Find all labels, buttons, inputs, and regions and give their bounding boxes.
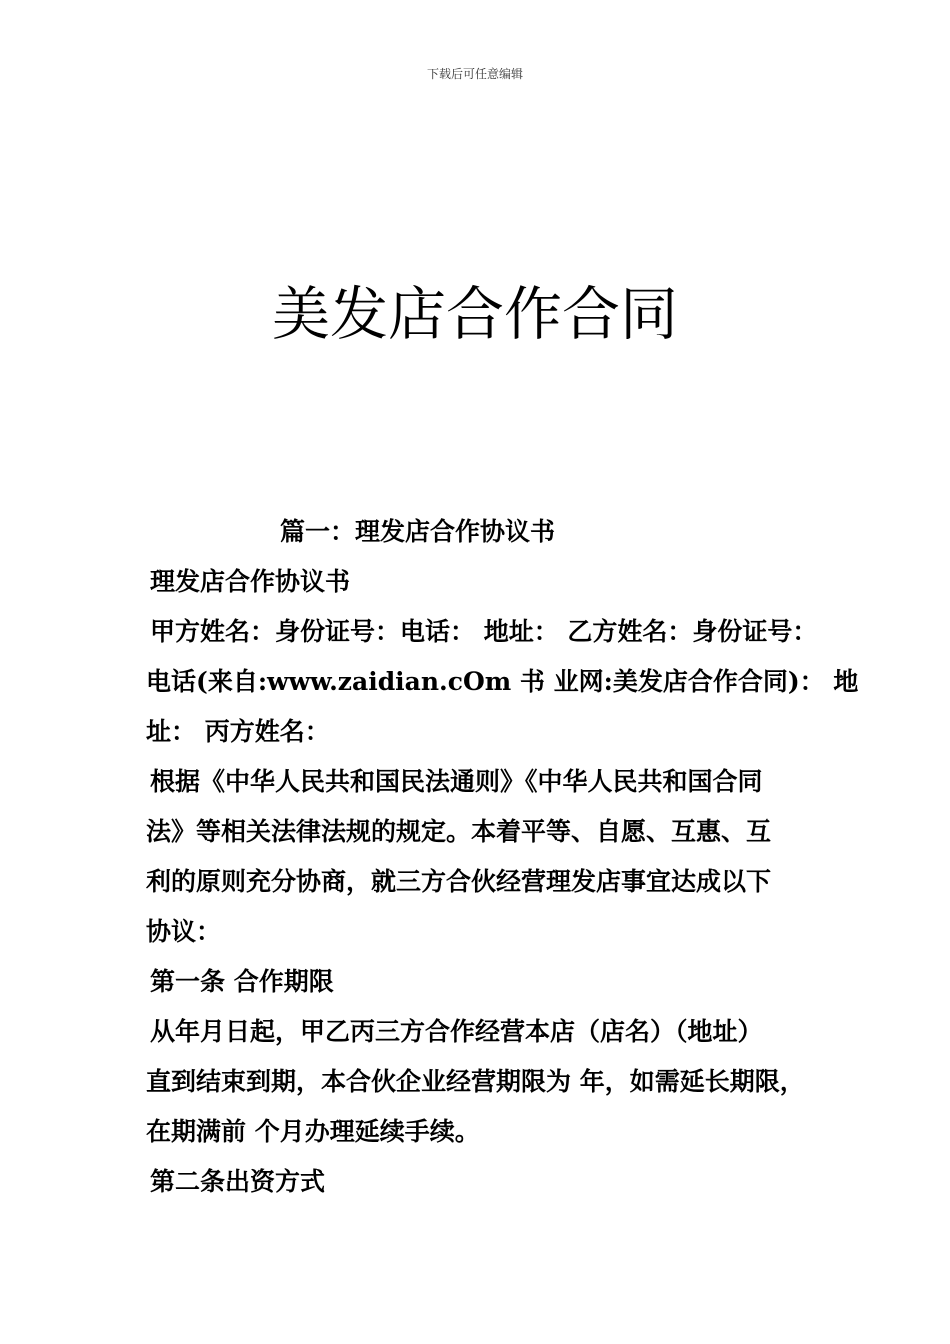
document-title: 美发店合作合同 — [271, 280, 678, 348]
paragraph-line: 根据《中华人民共和国民法通则》《中华人民共和国合同 — [150, 767, 763, 796]
article-heading: 第一条 合作期限 — [150, 967, 334, 996]
paragraph-line: 法》等相关法律法规的规定。本着平等、自愿、互惠、互 — [146, 817, 772, 846]
party-info-line: 电话(来自:www.zaidian.cOm 书 业网:美发店合作合同)： 地 — [146, 667, 859, 696]
section-heading: 篇一：理发店合作协议书 — [280, 517, 556, 546]
article-heading: 第二条出资方式 — [150, 1167, 326, 1196]
paragraph-line: 从年月日起，甲乙丙三方合作经营本店（店名）（地址） — [150, 1017, 763, 1046]
paragraph-line: 在期满前 个月办理延续手续。 — [146, 1117, 480, 1146]
paragraph-line: 协议： — [146, 917, 222, 946]
paragraph-line: 利的原则充分协商，就三方合伙经营理发店事宜达成以下 — [146, 867, 772, 896]
subtitle-line: 理发店合作协议书 — [150, 567, 351, 596]
page-header-note: 下载后可任意编辑 — [426, 67, 523, 81]
paragraph-line: 直到结束到期，本合伙企业经营期限为 年，如需延长期限， — [146, 1067, 805, 1096]
party-info-line: 址： 丙方姓名： — [146, 717, 330, 746]
party-info-line: 甲方姓名：身份证号：电话： 地址： 乙方姓名：身份证号： — [150, 617, 818, 646]
